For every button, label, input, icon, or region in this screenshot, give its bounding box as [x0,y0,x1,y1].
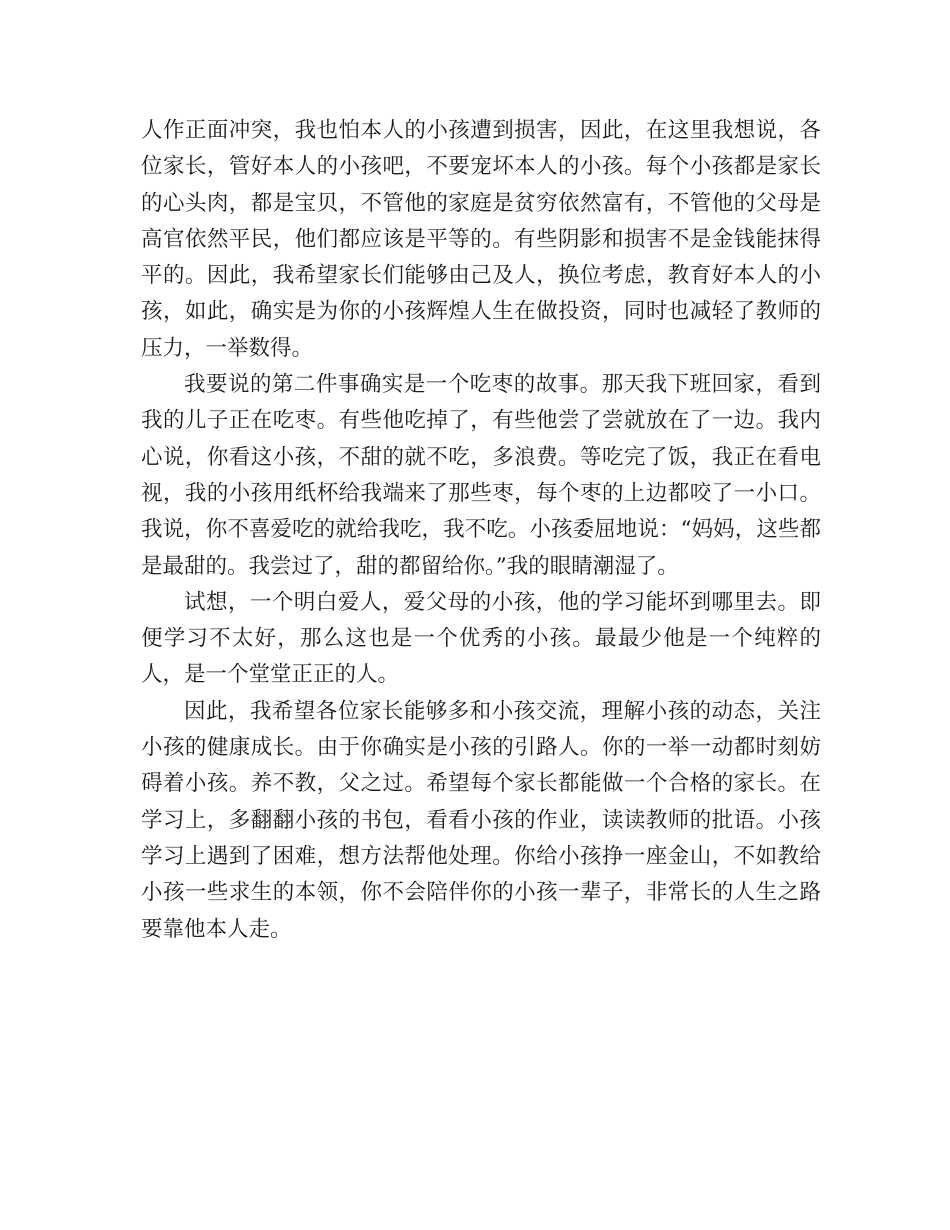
paragraph-1: 人作正面冲突，我也怕本人的小孩遭到损害，因此，在这里我想说，各位家长，管好本人的小孩吧，不要宠坏本人的小孩。每个小孩都是家长的心头肉，都是宝贝，不管他的家庭是贫穷依然富有，不管他的父母是高官依然平民，他们都应该是平等的。有些阴影和损害不是金钱能抹得平的。因此，我希望家长们能够由己及人，换位考虑，教育好本人的小孩，如此，确实是为你的小孩辉煌人生在做投资，同时也减轻了教师的压力，一举数得。 [141,118,821,361]
document-body [141,113,821,948]
paragraph-3: 试想，一个明白爱人，爱父母的小孩，他的学习能坏到哪里去。即便学习不太好，那么这也是一个优秀的小孩。最最少他是一个纯粹的人，是一个堂堂正正的人。 [141,589,821,688]
paragraph-2: 我要说的第二件事确实是一个吃枣的故事。那天我下班回家，看到我的儿子正在吃枣。有些他吃掉了，有些他尝了尝就放在了一边。我内心说，你看这小孩，不甜的就不吃，多浪费。等吃完了饭，我正在看电视，我的小孩用纸杯给我端来了那些枣，每个枣的上边都咬了一小口。我说，你不喜爱吃的就给我吃，我不吃。小孩委屈地说：“妈妈，这些都是最甜的。我尝过了，甜的都留给你。”我的眼睛潮湿了。 [141,372,821,579]
paragraph-4: 因此，我希望各位家长能够多和小孩交流，理解小孩的动态，关注小孩的健康成长。由于你确实是小孩的引路人。你的一举一动都时刻妨碍着小孩。养不教，父之过。希望每个家长都能做一个合格的家长。在学习上，多翻翻小孩的书包，看看小孩的作业，读读教师的批语。小孩学习上遇到了困难，想方法帮他处理。你给小孩挣一座金山，不如教给小孩一些求生的本领，你不会陪伴你的小孩一辈子，非常长的人生之路要靠他本人走。 [141,698,821,942]
